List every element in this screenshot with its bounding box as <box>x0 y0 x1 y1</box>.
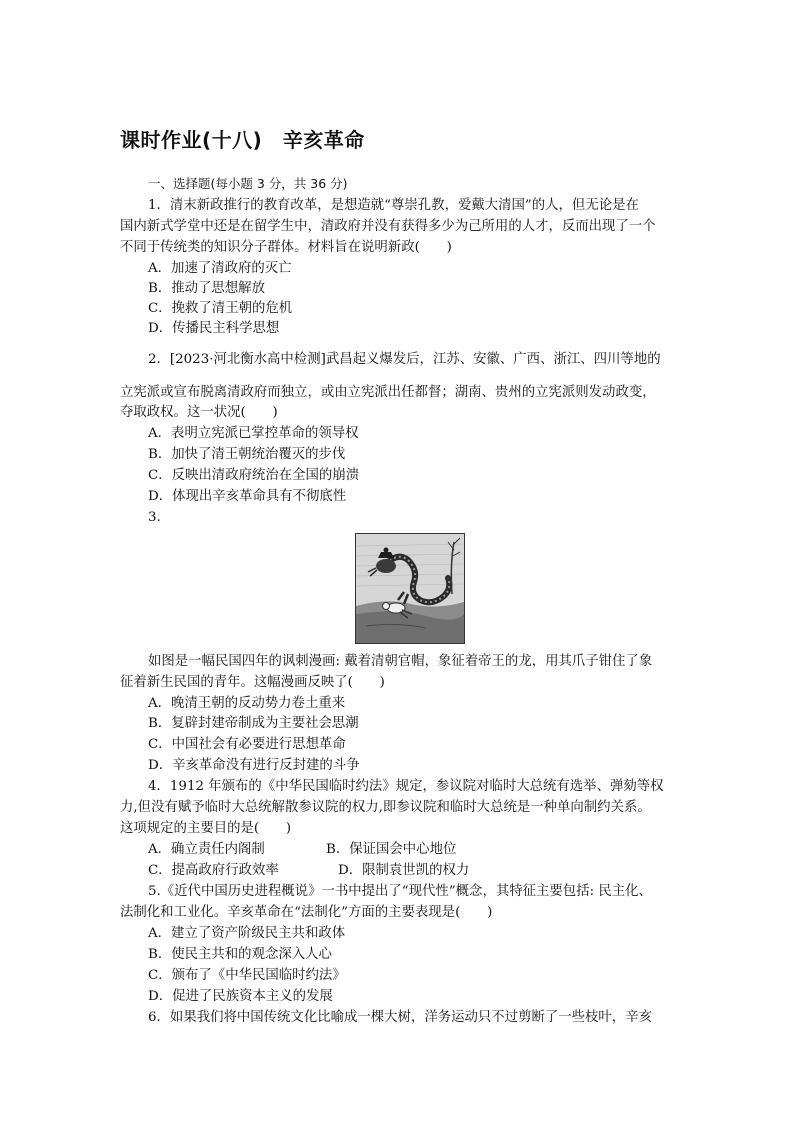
q1-option-c: C．挽救了清王朝的危机 <box>148 301 293 316</box>
q6-stem-line-1: 6．如果我们将中国传统文化比喻成一棵大树，洋务运动只不过剪断了一些枝叶，辛亥 <box>148 1010 652 1025</box>
q1-stem-line-1: 1．清末新政推行的教育改革，是想造就“尊崇孔教，爱戴大清国”的人，但无论是在 <box>148 198 639 213</box>
dragon-cartoon-illustration <box>356 534 464 643</box>
section-heading: 一、选择题(每小题 3 分，共 36 分) <box>148 176 348 191</box>
q3-stem-line-2: 征着新生民国的青年。这幅漫画反映了( ) <box>120 675 385 690</box>
q2-option-b: B．加快了清王朝统治覆灭的步伐 <box>148 447 346 462</box>
q5-option-c: C．颁布了《中华民国临时约法》 <box>148 968 346 983</box>
satirical-cartoon-image <box>355 533 465 644</box>
q5-option-b: B．使民主共和的观念深入人心 <box>148 947 332 962</box>
q5-stem-line-2: 法制化和工业化。辛亥革命在“法制化”方面的主要表现是( ) <box>120 905 493 920</box>
q3-number: 3. <box>148 510 161 525</box>
q2-stem-line-1: 2．[2023·河北衡水高中检测]武昌起义爆发后，江苏、安徽、广西、浙江、四川等地的 <box>148 352 661 367</box>
q4-option-b: B．保证国会中心地位 <box>326 842 457 857</box>
q2-stem-line-3: 夺取政权。这一状况( ) <box>120 405 278 420</box>
q1-option-b: B．推动了思想解放 <box>148 281 265 296</box>
q3-stem-line-1: 如图是一幅民国四年的讽刺漫画: 戴着清朝官帽，象征着帝王的龙，用其爪子钳住了象 <box>148 654 653 669</box>
q4-option-d: D．限制袁世凯的权力 <box>338 863 470 878</box>
q1-option-d: D．传播民主科学思想 <box>148 321 280 336</box>
q5-option-a: A．建立了资产阶级民主共和政体 <box>148 926 346 941</box>
q1-option-a: A．加速了清政府的灭亡 <box>148 261 292 276</box>
q4-stem-line-1: 4．1912 年颁布的《中华民国临时约法》规定，参议院对临时大总统有选举、弹劾等权 <box>148 779 664 794</box>
q4-stem-line-3: 这项规定的主要目的是( ) <box>120 821 292 836</box>
q2-option-a: A．表明立宪派已掌控革命的领导权 <box>148 426 359 441</box>
q3-option-d: D．辛亥革命没有进行反封建的斗争 <box>148 758 360 773</box>
q2-option-d: D．体现出辛亥革命具有不彻底性 <box>148 489 347 504</box>
page-title: 课时作业(十八) 辛亥革命 <box>120 128 365 152</box>
q3-option-b: B．复辟封建帝制成为主要社会思潮 <box>148 716 359 731</box>
q1-stem-line-3: 不同于传统类的知识分子群体。材料旨在说明新政( ) <box>120 240 452 255</box>
q1-stem-line-2: 国内新式学堂中还是在留学生中，清政府并没有获得多少为己所用的人才，反而出现了一个 <box>120 219 656 234</box>
q3-option-a: A．晚清王朝的反动势力卷土重来 <box>148 696 346 711</box>
q4-option-a: A．确立责任内阁制 <box>148 842 265 857</box>
q4-option-c: C．提高政府行政效率 <box>148 863 279 878</box>
q4-stem-line-2: 力,但没有赋予临时大总统解散参议院的权力,即参议院和临时大总统是一种单向制约关系。 <box>120 800 651 815</box>
q3-option-c: C．中国社会有必要进行思想革命 <box>148 737 346 752</box>
q2-stem-line-2: 立宪派或宣布脱离清政府而独立，或由立宪派出任都督；湖南、贵州的立宪派则发动政变， <box>120 385 656 400</box>
q5-option-d: D．促进了民族资本主义的发展 <box>148 989 333 1004</box>
q2-option-c: C．反映出清政府统治在全国的崩溃 <box>148 468 360 483</box>
q5-stem-line-1: 5.《近代中国历史进程概说》一书中提出了“现代性”概念，其特征主要包括: 民主化、 <box>148 884 652 899</box>
